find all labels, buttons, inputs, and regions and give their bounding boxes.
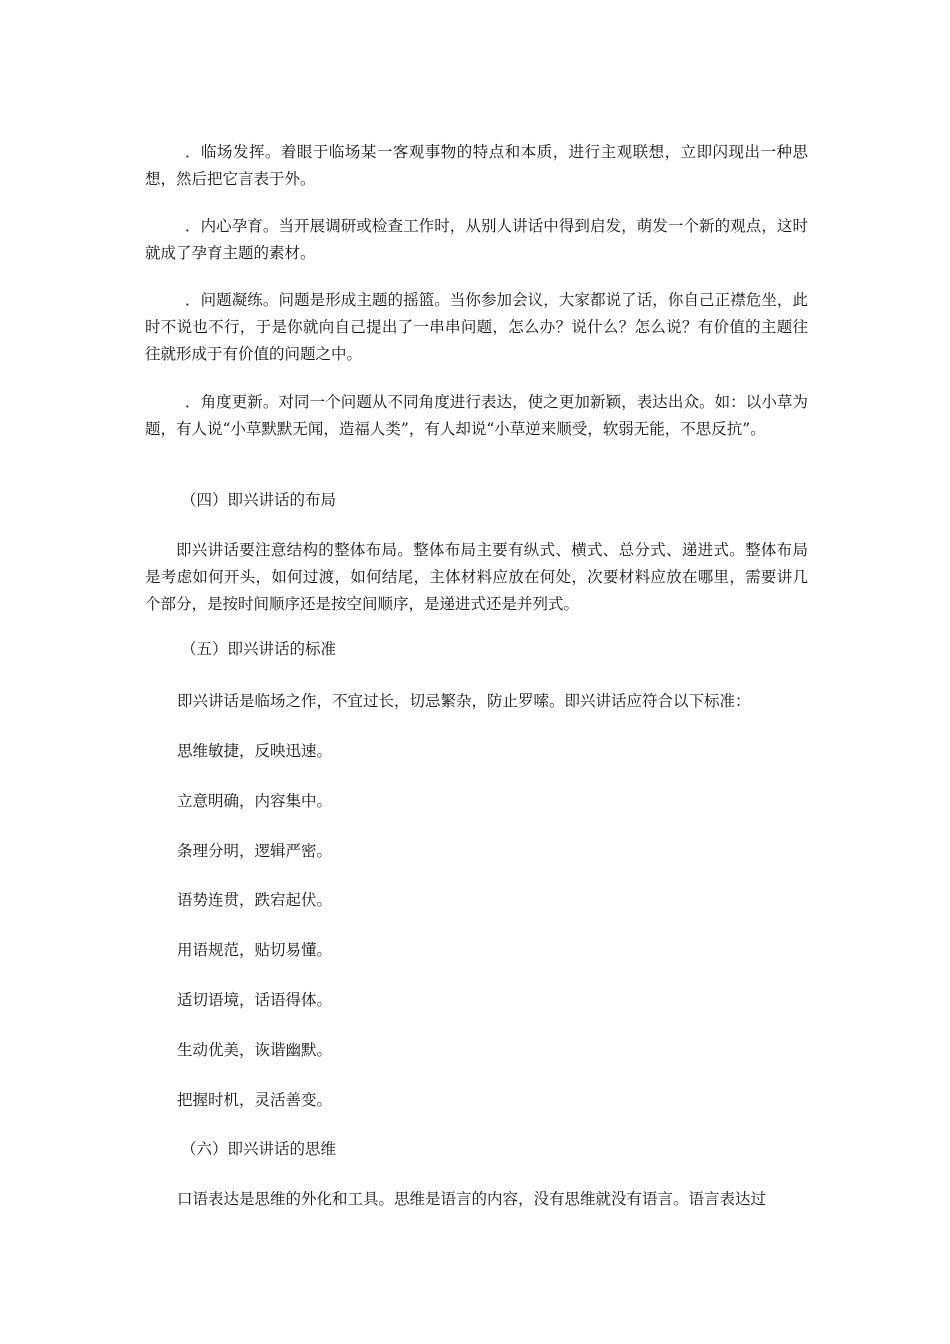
paragraph-inner-cultivation: ．内心孕育。当开展调研或检查工作时，从别人讲话中得到启发，萌发一个新的观点，这时就成了孕育主题的素材。 [145,217,808,262]
paragraph-layout: 即兴讲话要注意结构的整体布局。整体布局主要有纵式、横式、总分式、递进式。整体布局是考虑如何开头，如何过渡，如何结尾，主体材料应放在何处，次要材料应放在哪里，需要讲几个部分，是按时间顺序还是按空间顺序，是递进式还是并列式。 [145,541,808,613]
paragraph-on-the-spot: ．临场发挥。着眼于临场某一客观事物的特点和本质，进行主观联想，立即闪现出一种思想，然后把它言表于外。 [145,143,808,188]
paragraph-thinking: 口语表达是思维的外化和工具。思维是语言的内容，没有思维就没有语言。语言表达过 [177,1190,767,1208]
standard-item: 条理分明，逻辑严密。 [177,842,333,860]
paragraph-question-refining: ．问题凝练。问题是形成主题的摇篮。当你参加会议，大家都说了话，你自己正襟危坐，此时不说也不行，于是你就向自己提出了一串串问题，怎么办？说什么？怎么说？有价值的主题往往就形成于有价值的问题之中。 [145,291,808,363]
standard-item: 适切语境，话语得体。 [177,991,333,1009]
standard-item: 生动优美，诙谐幽默。 [177,1041,333,1059]
paragraph-standards-intro: 即兴讲话是临场之作，不宜过长，切忌繁杂，防止罗嗦。即兴讲话应符合以下标准： [177,692,751,710]
standard-item: 思维敏捷，反映迅速。 [177,742,333,760]
section-heading-thinking: （六）即兴讲话的思维 [181,1140,337,1158]
standard-item: 用语规范，贴切易懂。 [177,941,333,959]
section-heading-standards: （五）即兴讲话的标准 [181,640,337,658]
standard-item: 把握时机，灵活善变。 [177,1091,333,1109]
section-heading-layout: （四）即兴讲话的布局 [181,491,337,509]
paragraph-angle-renewal: ．角度更新。对同一个问题从不同角度进行表达，使之更加新颖，表达出众。如：以小草为题，有人说“小草默默无闻，造福人类”，有人却说“小草逆来顺受，软弱无能，不思反抗”。 [145,393,808,438]
standard-item: 语势连贯，跌宕起伏。 [177,891,333,909]
standard-item: 立意明确，内容集中。 [177,792,333,810]
